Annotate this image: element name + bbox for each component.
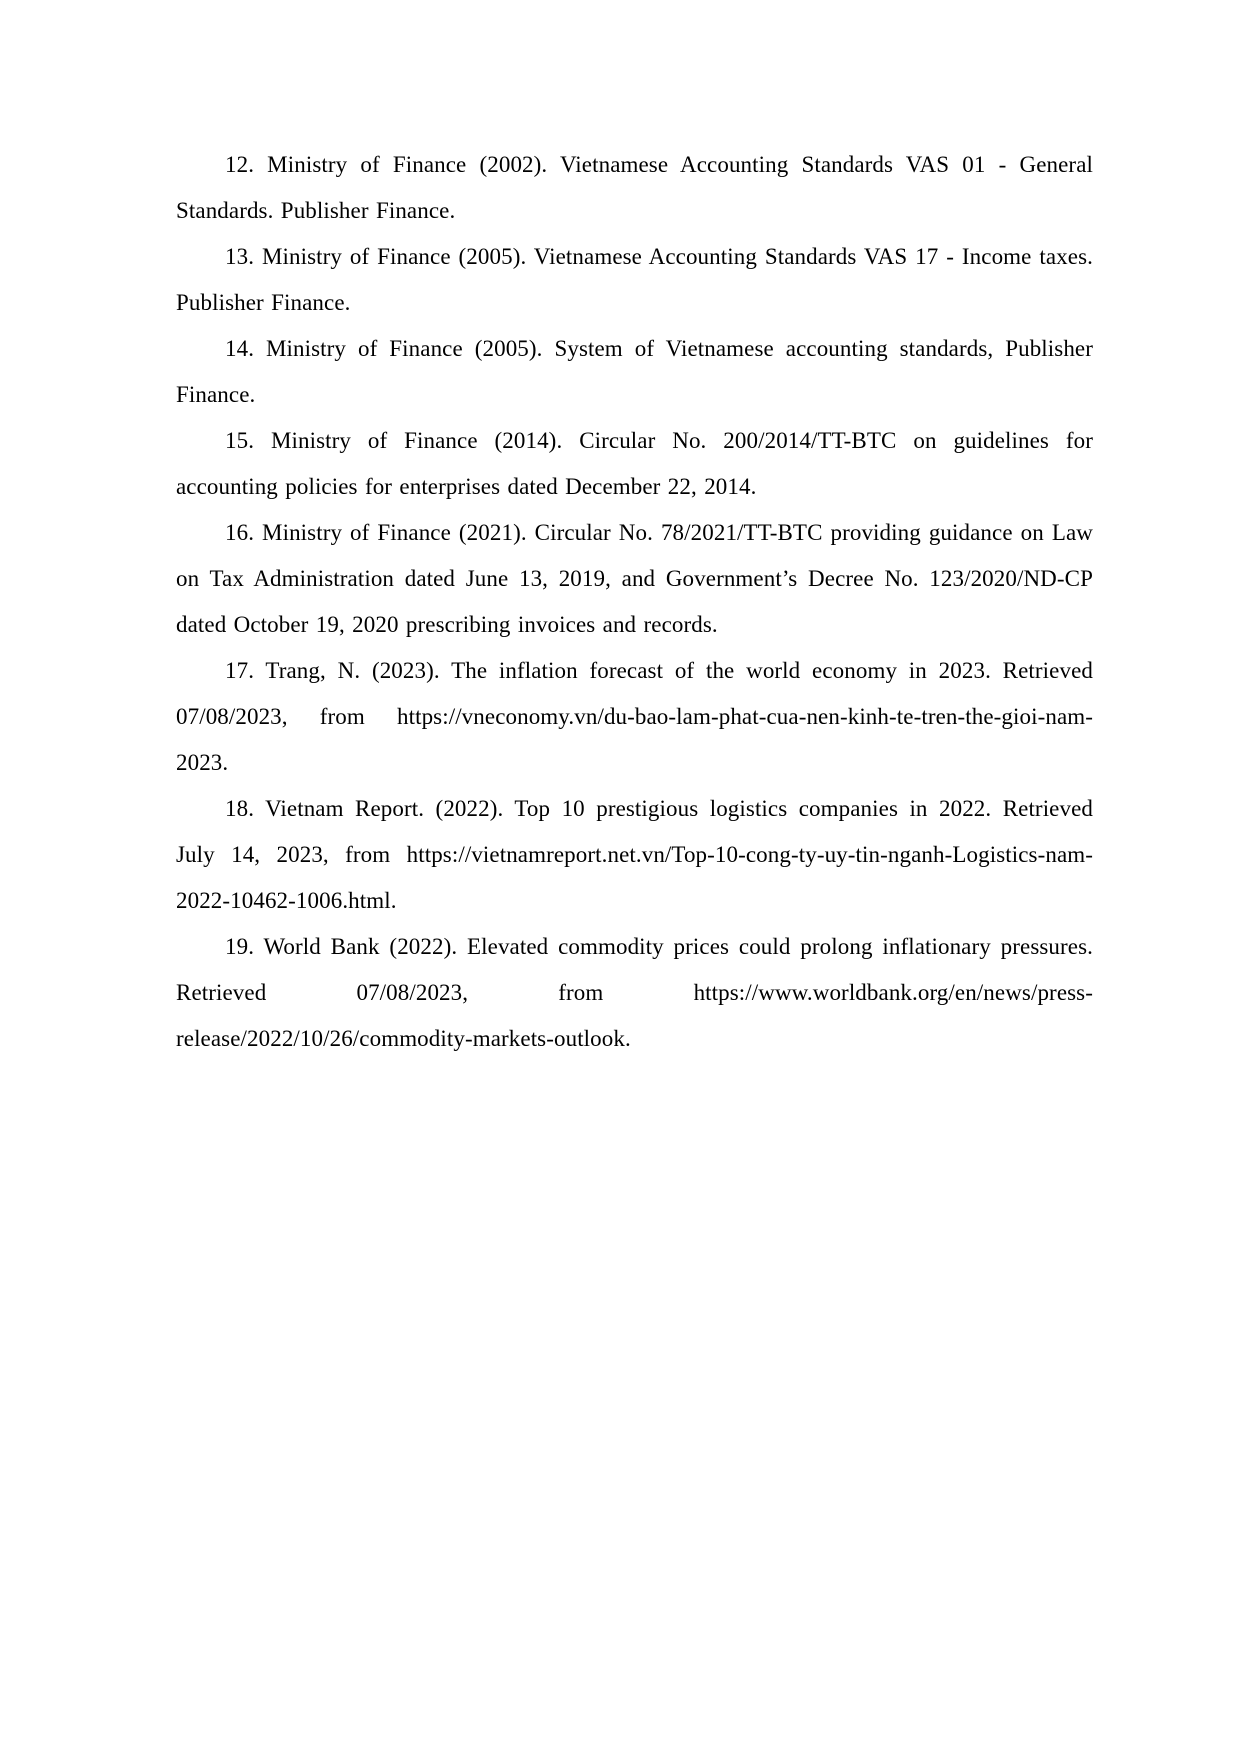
reference-item-17: 17. Trang, N. (2023). The inflation forecast of the world economy in 2023. Retrieved 07/08/2023, from https://vneconomy.vn/du-bao-lam-phat-cua-nen-kinh-te-tren-the-gioi-nam-2023. (176, 658, 1093, 775)
reference-item-13: 13. Ministry of Finance (2005). Vietnamese Accounting Standards VAS 17 - Income taxes. Publisher Finance. (176, 244, 1093, 315)
reference-item-12: 12. Ministry of Finance (2002). Vietnamese Accounting Standards VAS 01 - General Standards. Publisher Finance. (176, 152, 1093, 223)
reference-item-18: 18. Vietnam Report. (2022). Top 10 prestigious logistics companies in 2022. Retrieved July 14, 2023, from https://vietnamreport.net.vn/Top-10-cong-ty-uy-tin-nganh-Logistics-nam-2022-10462-1006.html. (176, 796, 1093, 913)
reference-item-15: 15. Ministry of Finance (2014). Circular No. 200/2014/TT-BTC on guidelines for accounting policies for enterprises dated December 22, 2014. (176, 428, 1093, 499)
reference-item-14: 14. Ministry of Finance (2005). System of Vietnamese accounting standards, Publisher Finance. (176, 336, 1093, 407)
reference-item-19: 19. World Bank (2022). Elevated commodity prices could prolong inflationary pressures. Retrieved 07/08/2023, from https://www.worldbank.org/en/news/press-release/2022/10/26/commodity-markets-outlook. (176, 934, 1093, 1051)
reference-item-16: 16. Ministry of Finance (2021). Circular No. 78/2021/TT-BTC providing guidance on Law on Tax Administration dated June 13, 2019, and Government’s Decree No. 123/2020/ND-CP dated October 19, 2020 prescribing invoices and records. (176, 520, 1093, 637)
references-list (176, 142, 1093, 1062)
